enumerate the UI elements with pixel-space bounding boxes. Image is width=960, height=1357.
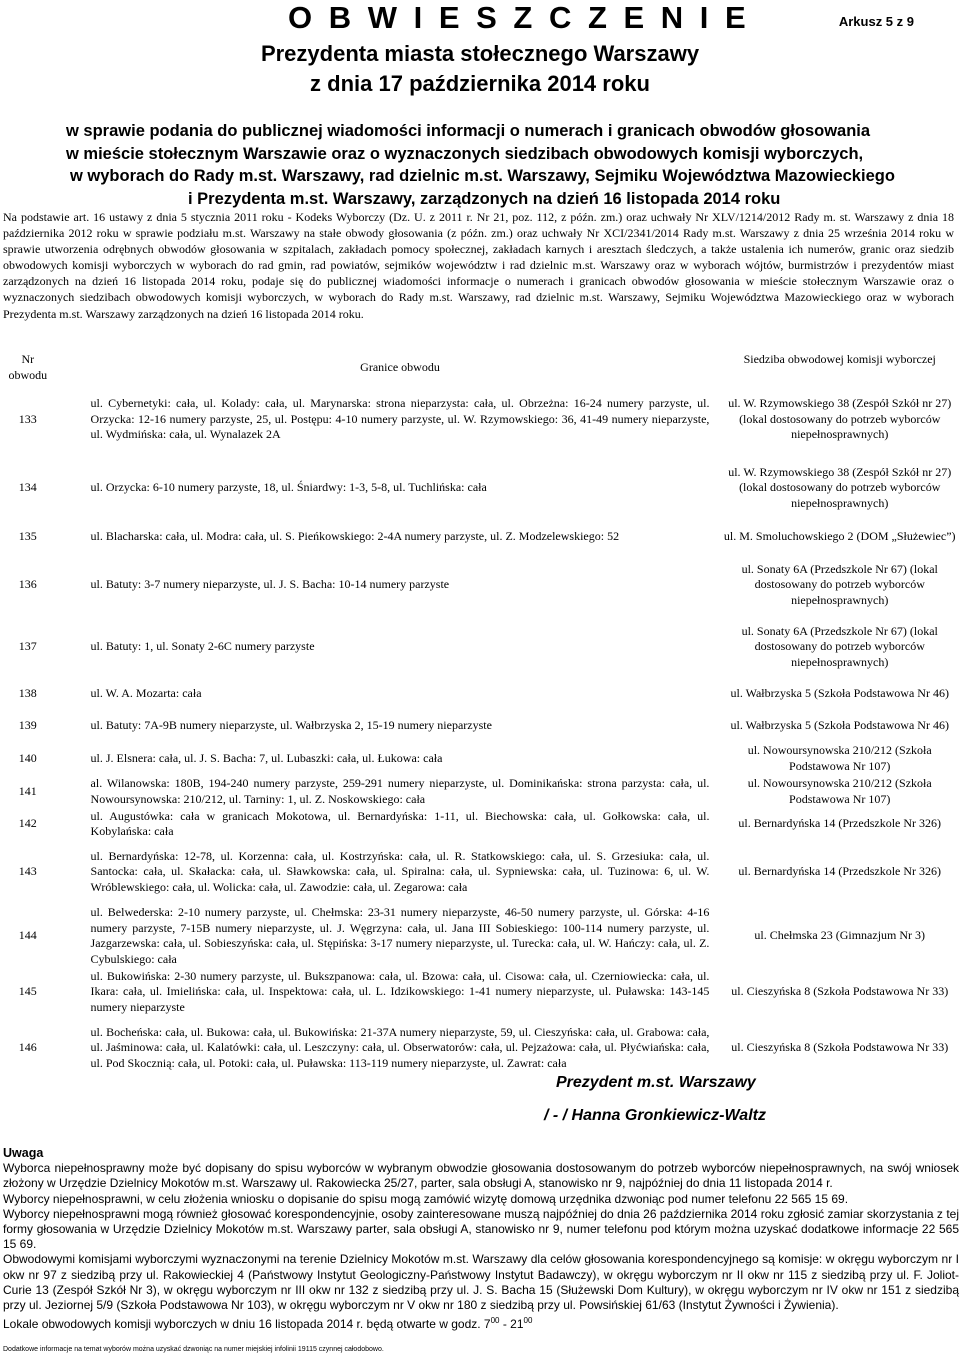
- district-location: ul. Wałbrzyska 5 (Szkoła Podstawowa Nr 46): [730, 718, 949, 733]
- district-boundaries: ul. J. Elsnera: cała, ul. J. S. Bacha: 7, ul. Lubaszki: cała, ul. Łukowa: cała: [90, 750, 443, 765]
- district-location: ul. Bernardyńska 14 (Przedszkole Nr 326): [738, 816, 942, 831]
- district-number: 140: [18, 750, 37, 765]
- district-number: 145: [18, 984, 37, 999]
- issue-date: z dnia 17 października 2014 roku: [310, 71, 650, 96]
- opening-hours-sup: 00: [490, 1316, 500, 1326]
- subject-line: w sprawie podania do publicznej wiadomości informacji o numerach i granicach obwodów głosowania: [66, 122, 871, 140]
- district-number: 135: [18, 529, 37, 544]
- district-boundaries: ul. Bernardyńska: 12-78, ul. Korzenna: cała, ul. Kostrzyńska: cała, ul. R. Statkowskiego: cała, ul. S. Grzesiuka: cała, ul. Santocka: cała, ul. Skałacka: cała, ul. Sławkowska: cała, ul. Spiralna: cała, ul. Sypniewska: cała, ul. Tuzinowa: 6, ul. W. Wróblewskiego: cała, ul. Wolicka: cała, ul. Zawodzie: cała, ul. Zegarowa: cała: [90, 848, 710, 894]
- subject-line: w mieście stołecznym Warszawie oraz o wyznaczonych siedzibach obwodowych komisji wyborczych,: [66, 144, 864, 163]
- table-row: [3, 840, 960, 904]
- header-location: Siedziba obwodowej komisji wyborczej: [743, 352, 936, 366]
- district-location: ul. W. Rzymowskiego 38 (Zespół Szkół nr 27) (lokal dostosowany do potrzeb wyborców niepełnosprawnych): [728, 396, 952, 442]
- note-paragraph: Obwodowymi komisjami wyborczymi wyznaczonymi na terenie Dzielnicy Mokotów m.st. Warszawy dla celów głosowania korespondencyjnego są komisje: w okręgu wyborczym nr I okw nr 97 z siedzibą przy ul. Rakowieckiej 4 (Państwowy Instytut Geologiczny-Państwowy Instytut Badawczy), w okręgu wyborczym nr II okw nr 115 z siedzibą przy ul. F. Joliot-Curie 13 (Zespół Szkół Nr 3), w okręgu wyborczym nr III okw nr 132 z siedzibą przy ul. J. S. Bacha 15 (Służewski Dom Kultury), w okręgu wyborczym nr IV okw nr 151 z siedzibą przy ul. Jeziornej 5/9 (Szkoła Podstawowa Nr 103), w okręgu wyborczym nr V okw nr 180 z siedzibą przy ul. Powsińskiej 61/63 (Instytut Żywności i Żywienia).: [3, 1252, 959, 1313]
- closing-hours-sup: 00: [523, 1316, 533, 1326]
- district-boundaries: ul. W. A. Mozarta: cała: [90, 686, 202, 701]
- notes-section: [3, 1146, 959, 1332]
- note-paragraph: Wyborcy niepełnosprawni mogą również głosować korespondencyjnie, osoby zainteresowane muszą najpóźniej do dnia 26 października 2014 roku zgłosić zamiar skorzystania z tej formy głosowania w Urzędzie Dzielnicy Mokotów m.st. Warszawy parter, sala obsługi A, stanowisko nr 9, numer telefonu pod którym można uzyskać dodatkowe informacje 22 565 15 69.: [3, 1206, 959, 1252]
- district-location: ul. W. Rzymowskiego 38 (Zespół Szkół nr 27) (lokal dostosowany do potrzeb wyborców niepełnosprawnych): [728, 464, 952, 510]
- district-boundaries: ul. Bukowińska: 2-30 numery parzyste, ul. Bukszpanowa: cała, ul. Bzowa: cała, ul. Cisowa: cała, ul. Czerniowiecka: cała, ul. Ikara: cała, ul. Imielińska: cała, ul. Inspektowa: cała, ul. L. Idzikowskiego: 1-41 numery nieparzyste, ul. Puławska: 143-145 numery nieparzyste: [90, 968, 710, 1014]
- district-location: ul. Cieszyńska 8 (Szkoła Podstawowa Nr 33): [731, 1040, 949, 1055]
- district-boundaries: ul. Batuty: 1, ul. Sonaty 2-6C numery parzyste: [90, 639, 315, 654]
- district-location: ul. Sonaty 6A (Przedszkole Nr 67) (lokal dostosowany do potrzeb wyborców niepełnosprawnych): [741, 623, 938, 669]
- signatory-title: Prezydent m.st. Warszawy: [556, 1074, 756, 1091]
- district-boundaries: ul. Batuty: 7A-9B numery nieparzyste, ul. Wałbrzyska 2, 15-19 numery nieparzyste: [90, 718, 492, 733]
- subject-line: i Prezydenta m.st. Warszawy, zarządzonych na dzień 16 listopada 2014 roku: [188, 189, 781, 208]
- district-number: 137: [18, 639, 37, 654]
- district-location: ul. Chełmska 23 (Gimnazjum Nr 3): [754, 928, 926, 943]
- district-boundaries: ul. Augustówka: cała w granicach Mokotowa, ul. Bernardyńska: 1-11, ul. Biechowska: cała, ul. Gołkowska: cała, ul. Kobylańska: cała: [90, 808, 710, 838]
- sheet-number: Arkusz 5 z 9: [838, 14, 914, 29]
- district-location: ul. Wałbrzyska 5 (Szkoła Podstawowa Nr 46): [730, 686, 949, 701]
- district-number: 136: [18, 577, 37, 592]
- opening-hours-text: Lokale obwodowych komisji wyborczych w dniu 16 listopada 2014 r. będą otwarte w godz. 7: [3, 1317, 491, 1332]
- district-boundaries: ul. Bocheńska: cała, ul. Bukowa: cała, ul. Bukowińska: 21-37A numery nieparzyste, 59, ul. Cieszyńska: cała, ul. Grabowa: cała, ul. Jaśminowa: cała, ul. Kalatówki: cała, ul. Leszczyny: cała, ul. Obserwatorów: cała, ul. Pejzażowa: cała, ul. Płyćwiańska: cała, ul. Pod Skocznią: cała, ul. Potoki: cała, ul. Puławska: 113-119 numery nieparzyste, ul. Zawrat: cała: [90, 1024, 710, 1070]
- issuer-title: Prezydenta miasta stołecznego Warszawy: [260, 41, 700, 66]
- table-row: [3, 742, 960, 775]
- notes-heading: Uwaga: [3, 1146, 44, 1160]
- district-boundaries: ul. Belwederska: 2-10 numery parzyste, ul. Chełmska: 23-31 numery nieparzyste, 46-50 numery parzyste, ul. Górska: 4-16 numery parzyste, 7-15B numery nieparzyste, ul. J. Węgrzyna: cała, ul. Jana III Sobieskiego: 100-114 numery parzyste, ul. Jazgarzewska: cała, ul. Sobieszyńska: cała, ul. Stępińska: 3-17 numery nieparzyste, ul. Turecka: cała, ul. W. Hańczy: cała, ul. Z. Cybulskiego: cała: [90, 905, 710, 966]
- district-boundaries: ul. Cybernetyki: cała, ul. Kolady: cała, ul. Marynarska: strona nieparzysta: cała, ul. Obrzeżna: 16-24 numery parzyste, ul. Orzycka: 12-16 numery parzyste, 25, ul. Postępu: 4-10 numery parzyste, ul. W. Rzymowskiego: 36, 41-49 numery nieparzyste, ul. Wydmińska: cała, ul. Wynalazek 2A: [90, 396, 710, 442]
- table-row: [3, 616, 960, 678]
- signatory-name: / - / Hanna Gronkiewicz-Waltz: [544, 1107, 766, 1124]
- subject-line: w wyborach do Rady m.st. Warszawy, rad dzielnic m.st. Warszawy, Sejmiku Województwa Mazowieckiego: [70, 167, 895, 185]
- district-location: ul. Nowoursynowska 210/212 (Szkoła Podstawowa Nr 107): [747, 776, 932, 806]
- signature-block: [544, 1074, 766, 1125]
- table-row: [3, 1016, 960, 1080]
- district-location: ul. Nowoursynowska 210/212 (Szkoła Podstawowa Nr 107): [747, 743, 932, 773]
- legal-preamble: Na podstawie art. 16 ustawy z dnia 5 stycznia 2011 roku - Kodeks Wyborczy (Dz. U. z 2011 r. Nr 21, poz. 112, z późn. zm.) oraz uchwały Nr XLV/1214/2012 Rady m. st. Warszawy z dnia 18 października 2012 roku w sprawie podziału m.st. Warszawy na stałe obwody głosowania (z późn. zm.) oraz uchwały Nr XCI/2341/2014 Rady m.st. Warszawy z dnia 25 września 2014 roku w sprawie utworzenia odrębnych obwodów głosowania w szpitalach, zakładach pomocy społecznej, zakładach karnych i aresztach śledczych, a także ustalenia ich numerów, granic oraz siedzib obwodowych komisji wyborczych w wyborach do rad gmin, rad powiatów, sejmików województw i rad dzielnic m.st. Warszawy oraz w wyborach wójtów, burmistrzów i prezydentów miast zarządzonych na dzień 16 listopada 2014 roku, podaje się do publicznej wiadomości informacje o numerach i granicach obwodów głosowania w mieście stołecznym Warszawie oraz o wyznaczonych siedzibach obwodowych komisji wyborczych, w wyborach do Rady m.st. Warszawy, rad dzielnic m.st. Warszawy, Sejmiku Województwa Mazowieckiego oraz w wyborach Prezydenta m.st. Warszawy zarządzonych na dzień 16 listopada 2014 roku.: [3, 210, 954, 321]
- district-location: ul. Sonaty 6A (Przedszkole Nr 67) (lokal dostosowany do potrzeb wyborców niepełnosprawnych): [741, 561, 938, 607]
- table-row: [3, 554, 960, 616]
- district-number: 146: [18, 1040, 37, 1055]
- table-row: [3, 678, 960, 710]
- header-boundaries: Granice obwodu: [360, 359, 440, 374]
- hotline-footer: Dodatkowe informacje na temat wyborów można uzyskać dzwoniąc na numer miejskiej infolinii 19115 czynnej całodobowo.: [3, 1346, 384, 1353]
- note-paragraph: Wyborcy niepełnosprawni, w celu złożenia wniosku o dopisanie do spisu mogą zamówić wizytę domową urzędnika dzwoniąc pod numer telefonu 22 565 15 69.: [3, 1191, 849, 1206]
- note-paragraph: Wyborca niepełnosprawny może być dopisany do spisu wyborców w wybranym obwodzie głosowania dostosowanym do potrzeb wyborców niepełnosprawnych, na swój wniosek złożony w Urzędzie Dzielnicy Mokotów m.st. Warszawy ul. Rakowiecka 25/27, parter, sala obsługi A, stanowisko nr 9, najpóźniej do dnia 11 listopada 2014 r.: [3, 1161, 959, 1191]
- district-boundaries: ul. Orzycka: 6-10 numery parzyste, 18, ul. Śniardwy: 1-3, 5-8, ul. Tuchlińska: cała: [90, 480, 487, 495]
- district-number: 139: [18, 718, 37, 733]
- opening-hours-dash: - 21: [499, 1317, 524, 1332]
- table-row: [3, 775, 960, 808]
- table-row: [3, 808, 960, 840]
- district-number: 134: [18, 480, 37, 495]
- district-number: 133: [18, 411, 37, 426]
- table-row: [3, 904, 960, 968]
- district-boundaries: ul. Batuty: 3-7 numery nieparzyste, ul. J. S. Bacha: 10-14 numery parzyste: [90, 577, 450, 592]
- table-row: [3, 456, 960, 520]
- district-boundaries: al. Wilanowska: 180B, 194-240 numery parzyste, 259-291 numery nieparzyste, ul. Dominikańska: strona parzysta: cała, ul. Nowoursynowska: 210/212, ul. Tarniny: 1, ul. Z. Noskowskiego: cała: [90, 776, 710, 806]
- district-location: ul. M. Smoluchowskiego 2 (DOM „Służewiec”): [723, 529, 956, 544]
- table-header-row: [3, 352, 960, 383]
- district-number: 138: [18, 686, 37, 701]
- district-location: ul. Cieszyńska 8 (Szkoła Podstawowa Nr 33): [731, 984, 949, 999]
- table-row: [3, 520, 960, 554]
- district-number: 142: [18, 816, 37, 831]
- district-number: 143: [18, 864, 37, 879]
- opening-hours: [3, 1313, 959, 1332]
- main-title: O B W I E S Z C Z E N I E: [288, 0, 750, 35]
- districts-table: [3, 352, 960, 1080]
- table-row: [3, 383, 960, 456]
- district-boundaries: ul. Blacharska: cała, ul. Modra: cała, ul. S. Pieńkowskiego: 2-4A numery parzyste, ul. Z. Modzelewskiego: 52: [90, 529, 620, 544]
- district-number: 141: [18, 783, 37, 798]
- header-nr: Nr obwodu: [8, 352, 48, 382]
- table-row: [3, 710, 960, 742]
- district-location: ul. Bernardyńska 14 (Przedszkole Nr 326): [738, 864, 942, 879]
- district-number: 144: [18, 928, 37, 943]
- subject-block: [40, 120, 940, 210]
- table-row: [3, 968, 960, 1016]
